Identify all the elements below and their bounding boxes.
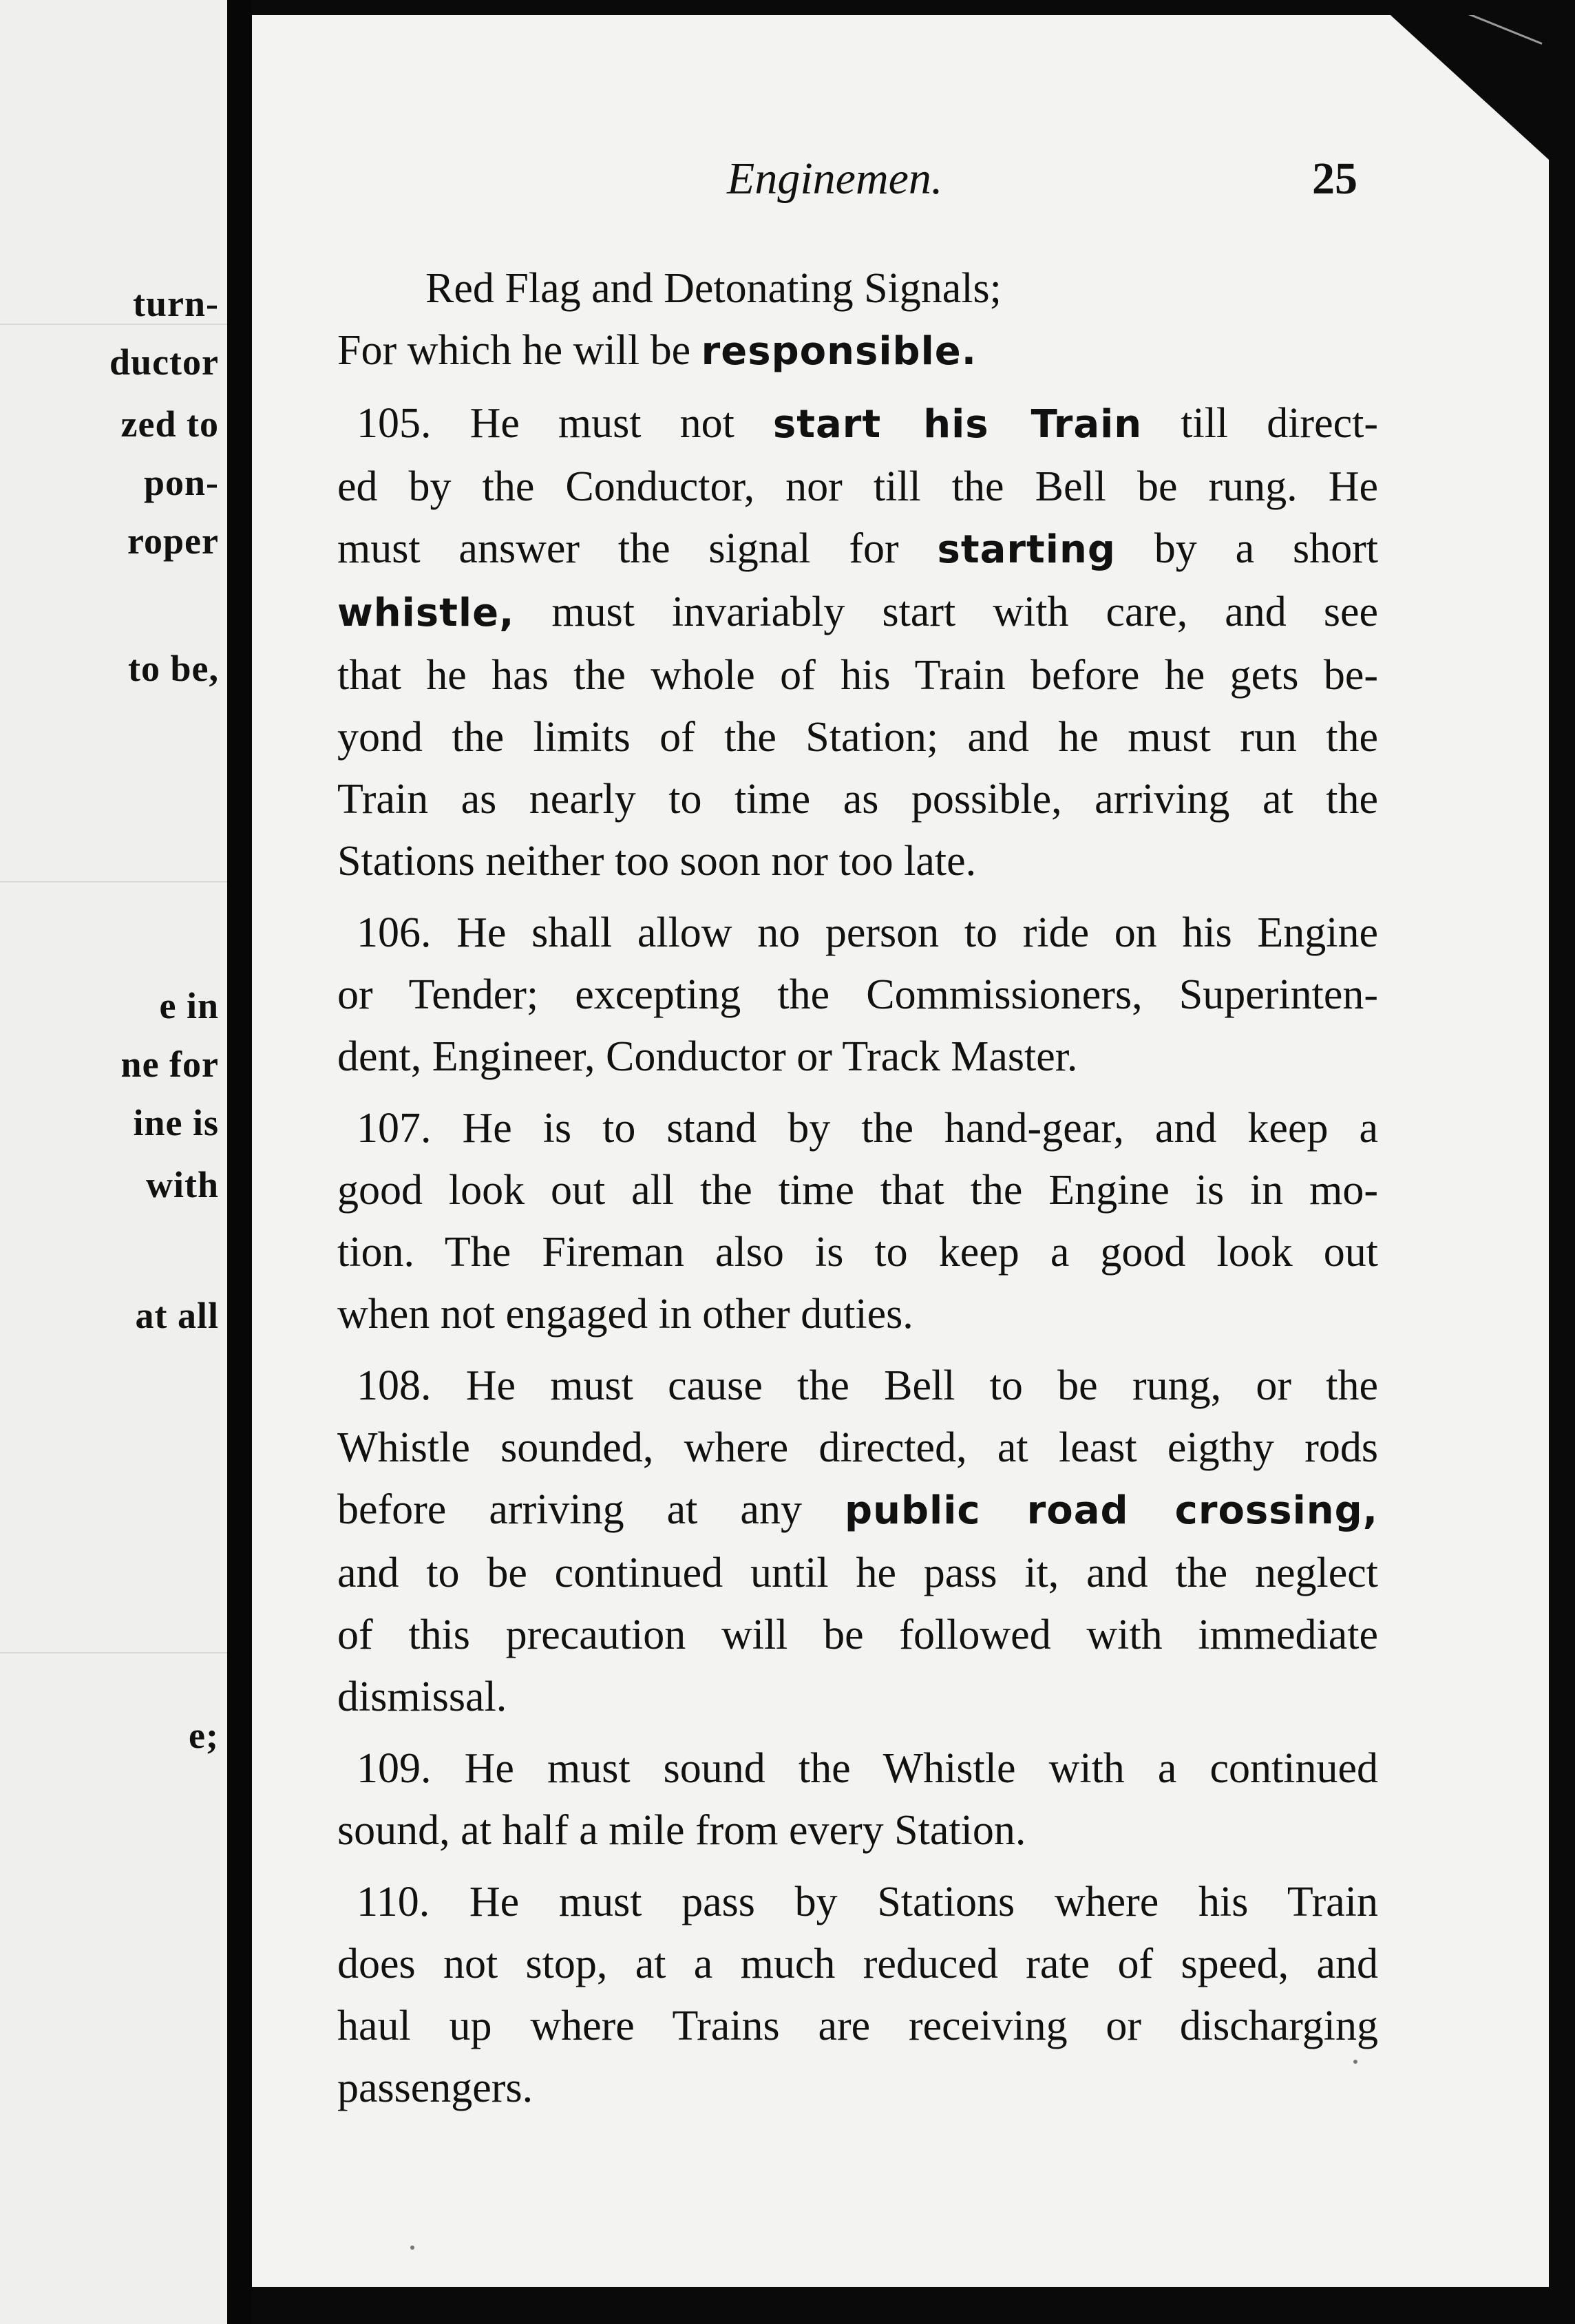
page-number: 25 [1312, 154, 1357, 204]
bleed-through [0, 1652, 227, 1654]
text-line: 109. He must sound the Whistle with a continued [357, 1745, 1378, 1792]
facing-text-fragment: roper [127, 520, 219, 562]
text-line: dent, Engineer, Conductor or Track Master. [337, 1033, 1078, 1080]
text-line: sound, at half a mile from every Station. [337, 1807, 1026, 1854]
emphasis: start his Train [772, 402, 1143, 447]
emphasis: public road crossing, [844, 1488, 1378, 1533]
facing-text-fragment: with [145, 1164, 219, 1205]
text-line: yond the limits of the Station; and he must run the [337, 714, 1378, 761]
text-line: 108. He must cause the Bell to be rung, or the [357, 1362, 1378, 1409]
book-page [252, 15, 1549, 2287]
text-line: 110. He must pass by Stations where his Train [357, 1879, 1378, 1925]
text-line: 106. He shall allow no person to ride on his Engine [357, 909, 1378, 956]
running-head: Enginemen. [727, 154, 943, 204]
text-line: haul up where Trains are receiving or discharging [337, 2003, 1378, 2049]
facing-page-fragment [0, 0, 227, 2324]
book-gutter [227, 0, 252, 2324]
ink-speck [410, 2246, 414, 2250]
text-line: tion. The Fireman also is to keep a good look out [337, 1229, 1378, 1276]
facing-text-fragment: at all [135, 1295, 219, 1336]
text-line: when not engaged in other duties. [337, 1291, 913, 1338]
rule-108 [337, 1355, 1378, 1728]
text-line: good look out all the time that the Engine is in mo- [337, 1167, 1378, 1214]
bleed-through [0, 881, 227, 883]
facing-text-fragment: e in [159, 985, 219, 1026]
text-line: Stations neither too soon nor too late. [337, 838, 977, 885]
facing-text-fragment: ductor [109, 341, 219, 383]
text-line: and to be continued until he pass it, and the neglect [337, 1550, 1378, 1596]
emphasis: responsible. [701, 329, 977, 374]
facing-text-fragment: pon- [143, 462, 219, 503]
text-line: of this precaution will be followed with immediate [337, 1612, 1378, 1658]
emphasis: whistle, [337, 591, 515, 635]
page-header [252, 153, 1549, 215]
facing-text-fragment: e; [189, 1715, 219, 1756]
text-line: that he has the whole of his Train before he gets be- [337, 652, 1378, 699]
facing-text-fragment: zed to [120, 403, 219, 445]
text-line: passengers. [337, 2064, 533, 2111]
rule-110 [337, 1871, 1378, 2119]
text-line: whistle, must invariably start with care, and see [337, 589, 1378, 635]
text-line: Train as nearly to time as possible, arriving at the [337, 776, 1378, 823]
text-line: dismissal. [337, 1673, 507, 1720]
text-line: For which he will be responsible. [337, 327, 977, 374]
text-line: or Tender; excepting the Commissioners, Superinten- [337, 971, 1378, 1018]
text-line: 107. He is to stand by the hand-gear, and keep a [357, 1105, 1378, 1152]
emphasis: starting [937, 527, 1116, 572]
rule-107 [337, 1097, 1378, 1345]
rule-106 [337, 902, 1378, 1088]
rule-105 [337, 392, 1378, 892]
rule-109 [337, 1737, 1378, 1861]
facing-text-fragment: turn- [133, 283, 219, 324]
text-line: must answer the signal for starting by a short [337, 525, 1378, 572]
text-line: ed by the Conductor, nor till the Bell be rung. He [337, 463, 1378, 510]
text-line: before arriving at any public road crossing, [337, 1486, 1378, 1533]
text-line: Red Flag and Detonating Signals; [425, 265, 1002, 312]
ink-speck [1353, 2060, 1357, 2064]
facing-text-fragment: ine is [133, 1102, 219, 1143]
text-line: does not stop, at a much reduced rate of speed, and [337, 1941, 1378, 1987]
text-line: Whistle sounded, where directed, at least eigthy rods [337, 1424, 1378, 1471]
facing-text-fragment: to be, [128, 648, 219, 689]
page-body [337, 257, 1378, 2119]
facing-text-fragment: ne for [120, 1044, 219, 1085]
text-line: 105. He must not start his Train till direct- [357, 400, 1378, 447]
